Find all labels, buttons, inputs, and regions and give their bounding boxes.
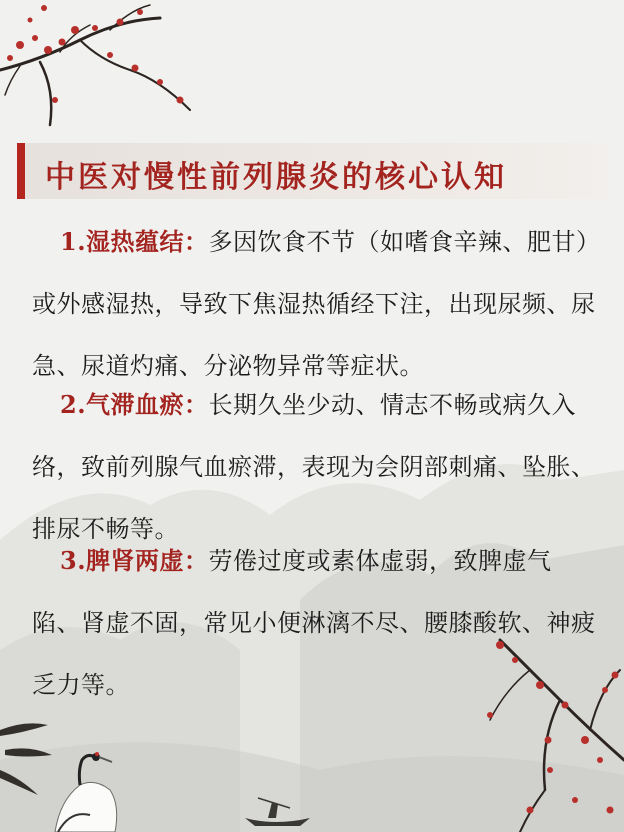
section-damp-heat — [32, 211, 600, 397]
title-banner — [17, 143, 607, 199]
page-title: 中医对慢性前列腺炎的核心认知 — [45, 160, 507, 195]
section-body: 劳倦过度或素体虚弱，致脾虚气陷、肾虚不固，常见小便淋漓不尽、腰膝酸软、神疲乏力等。 — [32, 547, 596, 699]
section-heading: 3.脾肾两虚： — [60, 546, 209, 575]
plum-blossoms-top-left — [7, 5, 184, 104]
plum-branch-top-left — [0, 5, 190, 125]
section-body: 长期久坐少动、情志不畅或病久入络，致前列腺气血瘀滞，表现为会阴部刺痛、坠胀、排尿不畅等。 — [32, 391, 596, 543]
section-body: 多因饮食不节（如嗜食辛辣、肥甘）或外感湿热，导致下焦湿热循经下注，出现尿频、尿急、尿道灼痛、分泌物异常等症状。 — [32, 228, 596, 380]
section-heading: 1.湿热蕴结： — [60, 227, 209, 256]
section-spleen-kidney-deficiency — [32, 530, 600, 716]
section-heading: 2.气滞血瘀： — [60, 390, 209, 419]
